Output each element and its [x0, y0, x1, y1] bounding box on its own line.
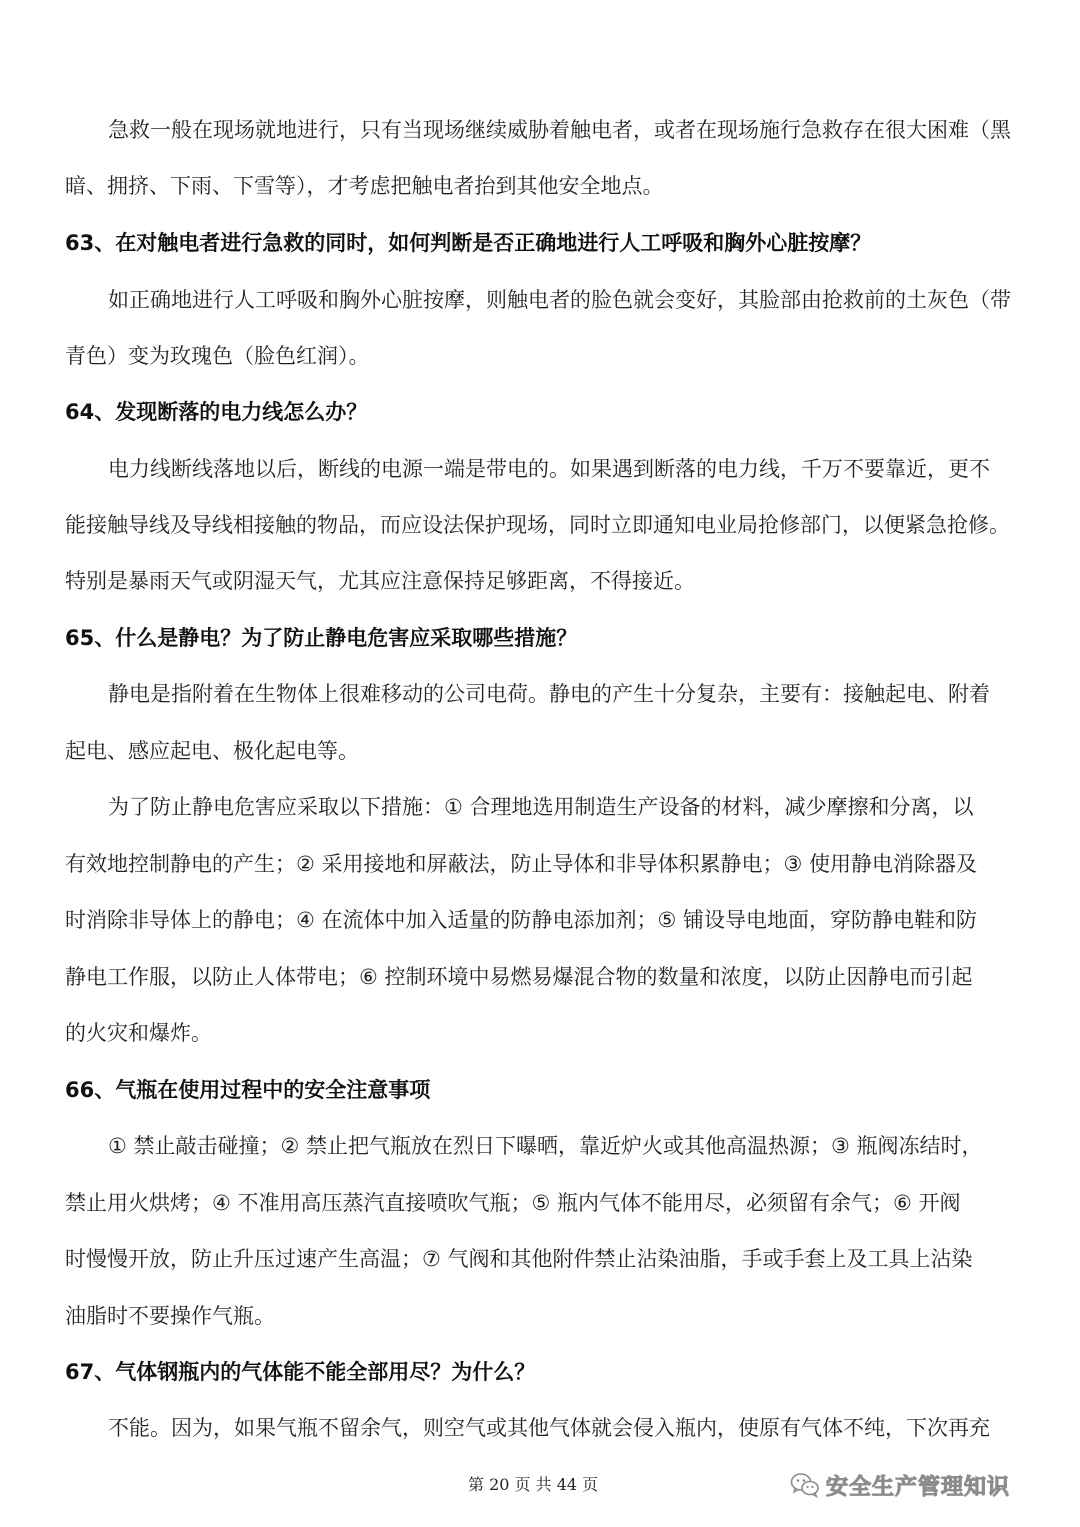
wechat-icon: [790, 1472, 820, 1498]
paragraph-line: 起电、感应起电、极化起电等。: [65, 739, 359, 763]
page-number: 第 20 页 共 44 页: [468, 1475, 599, 1494]
paragraph-line: 特别是暴雨天气或阴湿天气，尤其应注意保持足够距离，不得接近。: [65, 569, 695, 593]
question-heading: 65、什么是静电？为了防止静电危害应采取哪些措施？: [65, 626, 578, 650]
paragraph-line: 不能。因为，如果气瓶不留余气，则空气或其他气体就会侵入瓶内，使原有气体不纯，下次再充: [108, 1416, 990, 1440]
question-heading: 67、气体钢瓶内的气体能不能全部用尽？为什么？: [65, 1360, 536, 1384]
page-footer: [0, 1470, 1080, 1500]
paragraph-line: 有效地控制静电的产生；② 采用接地和屏蔽法，防止导体和非导体积累静电；③ 使用静电消除器及: [65, 852, 977, 876]
question-heading: 64、发现断落的电力线怎么办？: [65, 400, 368, 424]
paragraph-line: 禁止用火烘烤；④ 不准用高压蒸汽直接喷吹气瓶；⑤ 瓶内气体不能用尽，必须留有余气；⑥ 开阀: [65, 1191, 961, 1215]
paragraph-line: 暗、拥挤、下雨、下雪等），才考虑把触电者抬到其他安全地点。: [65, 174, 664, 198]
paragraph-line: 的火灾和爆炸。: [65, 1021, 212, 1045]
paragraph-line: 时慢慢开放，防止升压过速产生高温；⑦ 气阀和其他附件禁止沾染油脂，手或手套上及工具上沾染: [65, 1247, 973, 1271]
paragraph-line: 急救一般在现场就地进行，只有当现场继续威胁着触电者，或者在现场施行急救存在很大困难（黑: [108, 118, 1011, 142]
paragraph-line: ① 禁止敲击碰撞；② 禁止把气瓶放在烈日下曝晒，靠近炉火或其他高温热源；③ 瓶阀冻结时，: [108, 1134, 983, 1158]
paragraph-line: 为了防止静电危害应采取以下措施：① 合理地选用制造生产设备的材料，减少摩擦和分离，以: [108, 795, 974, 819]
paragraph-line: 静电是指附着在生物体上很难移动的公司电荷。静电的产生十分复杂，主要有：接触起电、附着: [108, 682, 990, 706]
paragraph-line: 电力线断线落地以后，断线的电源一端是带电的。如果遇到断落的电力线，千万不要靠近，更不: [108, 457, 990, 481]
paragraph-line: 时消除非导体上的静电；④ 在流体中加入适量的防静电添加剂；⑤ 铺设导电地面，穿防静电鞋和防: [65, 908, 977, 932]
paragraph-line: 能接触导线及导线相接触的物品，而应设法保护现场，同时立即通知电业局抢修部门，以便紧急抢修。: [65, 513, 1010, 537]
wechat-watermark: [790, 1470, 1010, 1500]
paragraph-line: 如正确地进行人工呼吸和胸外心脏按摩，则触电者的脸色就会变好，其脸部由抢救前的土灰色（带: [108, 288, 1011, 312]
paragraph-line: 青色）变为玫瑰色（脸色红润）。: [65, 344, 370, 368]
watermark-text: 安全生产管理知识: [826, 1474, 1011, 1500]
question-heading: 63、在对触电者进行急救的同时，如何判断是否正确地进行人工呼吸和胸外心脏按摩？: [65, 231, 872, 255]
paragraph-line: 油脂时不要操作气瓶。: [65, 1304, 275, 1328]
question-heading: 66、气瓶在使用过程中的安全注意事项: [65, 1078, 431, 1102]
paragraph-line: 静电工作服，以防止人体带电；⑥ 控制环境中易燃易爆混合物的数量和浓度，以防止因静电而引起: [65, 965, 973, 989]
